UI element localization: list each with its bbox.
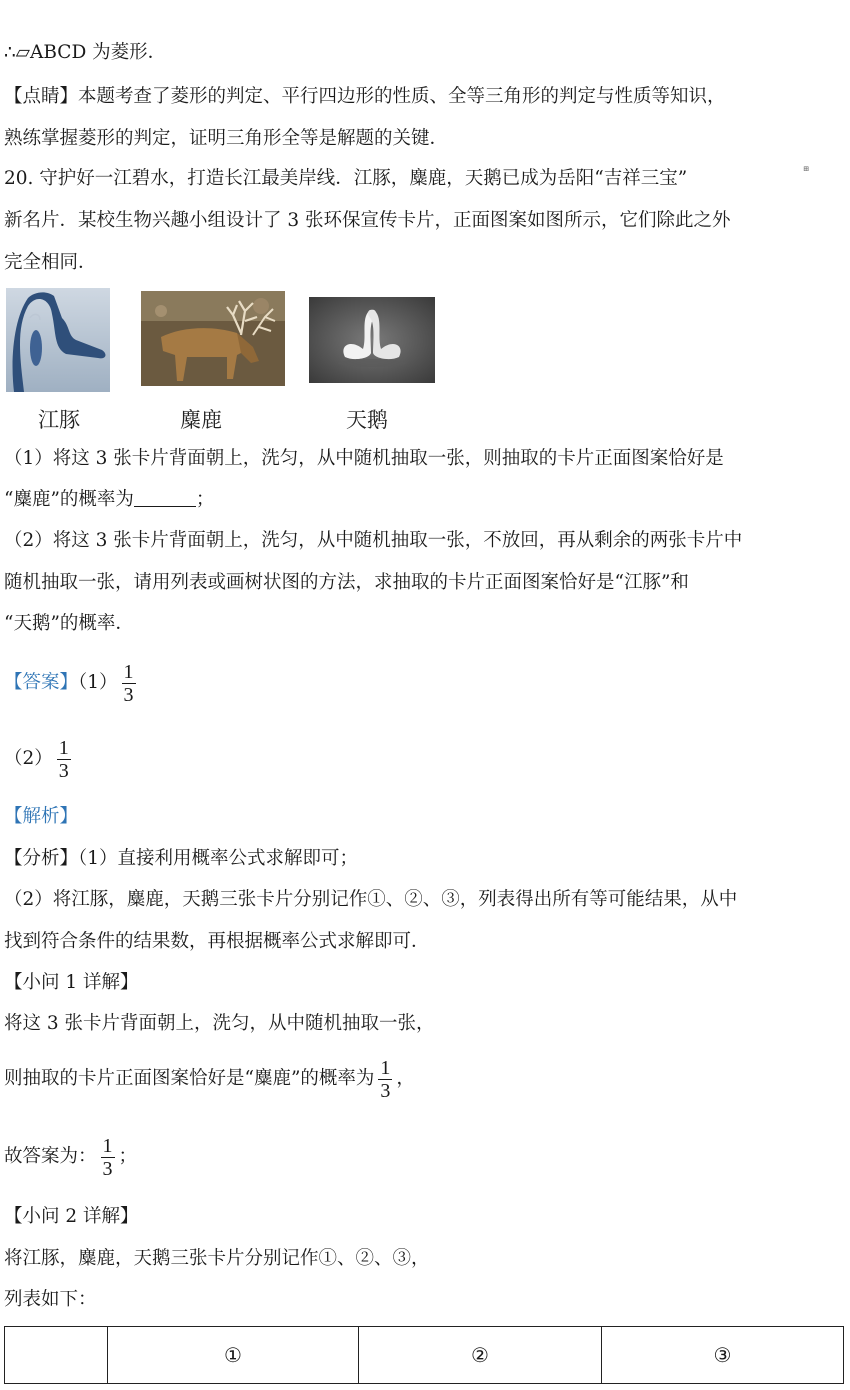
xiaowen-1-line-1: 将这 3 张卡片背面朝上，洗匀，从中随机抽取一张， [4,1013,435,1034]
sub-question-1-text: “麋鹿”的概率为 [4,489,134,510]
sub-question-2-line-3: “天鹅”的概率． [4,613,134,634]
finless-porpoise-photo [6,288,110,392]
swan-photo [309,297,435,383]
xiaowen-1-so-answer: 故答案为： [4,1146,97,1167]
fraction-numerator: 1 [102,1134,113,1157]
sub-question-2-line-1: （2）将这 3 张卡片背面朝上，洗匀，从中随机抽取一张，不放回，再从剩余的两张卡片中 [4,530,743,551]
tiny-mark: ⊞ [803,165,809,173]
fenxi-line-2: （2）将江豚，麋鹿，天鹅三张卡片分别记作①、②、③，列表得出所有等可能结果，从中 [4,889,738,910]
fraction-denominator: 3 [380,1079,391,1102]
table-corner-cell [5,1327,108,1384]
sub-question-1-line-2 [4,487,214,513]
xiaowen-1-title: 【小问 1 详解】 [4,972,139,993]
table-header-cell: ③ [602,1327,844,1384]
result-table [4,1326,844,1384]
answer-2-label: （2） [4,748,53,769]
xiaowen-2-title: 【小问 2 详解】 [4,1206,139,1227]
elk-deer-photo [141,291,285,386]
question-20-line-2: 新名片．某校生物兴趣小组设计了 3 张环保宣传卡片，正面图案如图所示，它们除此之外 [4,210,731,231]
sub-question-2-line-2: 随机抽取一张，请用列表或画树状图的方法，求抽取的卡片正面图案恰好是“江豚”和 [4,572,689,593]
answer-line-1 [4,658,140,708]
xiaowen-1-fraction [378,1057,392,1102]
fenxi-line-3: 找到符合条件的结果数，再根据概率公式求解即可． [4,931,430,952]
xiaowen-1-line-3 [4,1130,137,1184]
question-20-line-1: 20. 守护好一江碧水，打造长江最美岸线．江豚，麋鹿，天鹅已成为岳阳“吉祥三宝” [4,168,688,189]
jiexi-tag: 【解析】 [4,806,79,827]
sub-question-1-line-1: （1）将这 3 张卡片背面朝上，洗匀，从中随机抽取一张，则抽取的卡片正面图案恰好是 [4,448,724,469]
table-header-row [5,1327,844,1384]
answer-1-label: （1） [78,672,118,693]
xiaowen-1-text: 则抽取的卡片正面图案恰好是“麋鹿”的概率为 [4,1068,375,1089]
dianjing-line-1 [4,84,726,110]
fraction-numerator: 1 [123,660,134,683]
xiaowen-2-line-2: 列表如下： [4,1289,97,1310]
xiaowen-1-fraction-2 [101,1135,115,1180]
xiaowen-2-line-1: 将江豚，麋鹿，天鹅三张卡片分别记作①、②、③， [4,1248,430,1269]
card-label-elk: 麋鹿 [180,408,222,432]
fenxi-line-1 [4,846,358,872]
answer-2-fraction [57,737,71,782]
fraction-denominator: 3 [58,759,69,782]
fenxi-text-1: （1）直接利用概率公式求解即可； [78,848,359,869]
answer-1-fraction [122,661,136,706]
fenxi-tag: 【分析】 [4,848,79,869]
question-20-line-3: 完全相同． [4,252,97,273]
xiaowen-1-semicolon: ； [118,1146,138,1167]
fraction-denominator: 3 [123,683,134,706]
table-header-cell: ② [359,1327,602,1384]
answer-tag: 【答案】 [4,672,79,693]
table-header-cell: ① [108,1327,359,1384]
card-label-porpoise: 江豚 [38,408,80,432]
dianjing-text: 本题考查了菱形的判定、平行四边形的性质、全等三角形的判定与性质等知识， [78,86,726,107]
xiaowen-1-line-2 [4,1052,415,1106]
xiaowen-1-comma: ， [396,1068,415,1089]
fraction-numerator: 1 [380,1056,391,1079]
sub-question-1-end: ； [195,489,215,510]
answer-blank [134,488,196,507]
dianjing-tag: 【点睛】 [4,86,79,107]
text-conclusion: ∴▱ABCD 为菱形． [4,42,167,63]
answer-line-2 [4,734,75,784]
card-label-swan: 天鹅 [346,408,388,432]
fraction-denominator: 3 [102,1157,113,1180]
fraction-numerator: 1 [58,736,69,759]
dianjing-line-2: 熟练掌握菱形的判定，证明三角形全等是解题的关键． [4,128,449,149]
